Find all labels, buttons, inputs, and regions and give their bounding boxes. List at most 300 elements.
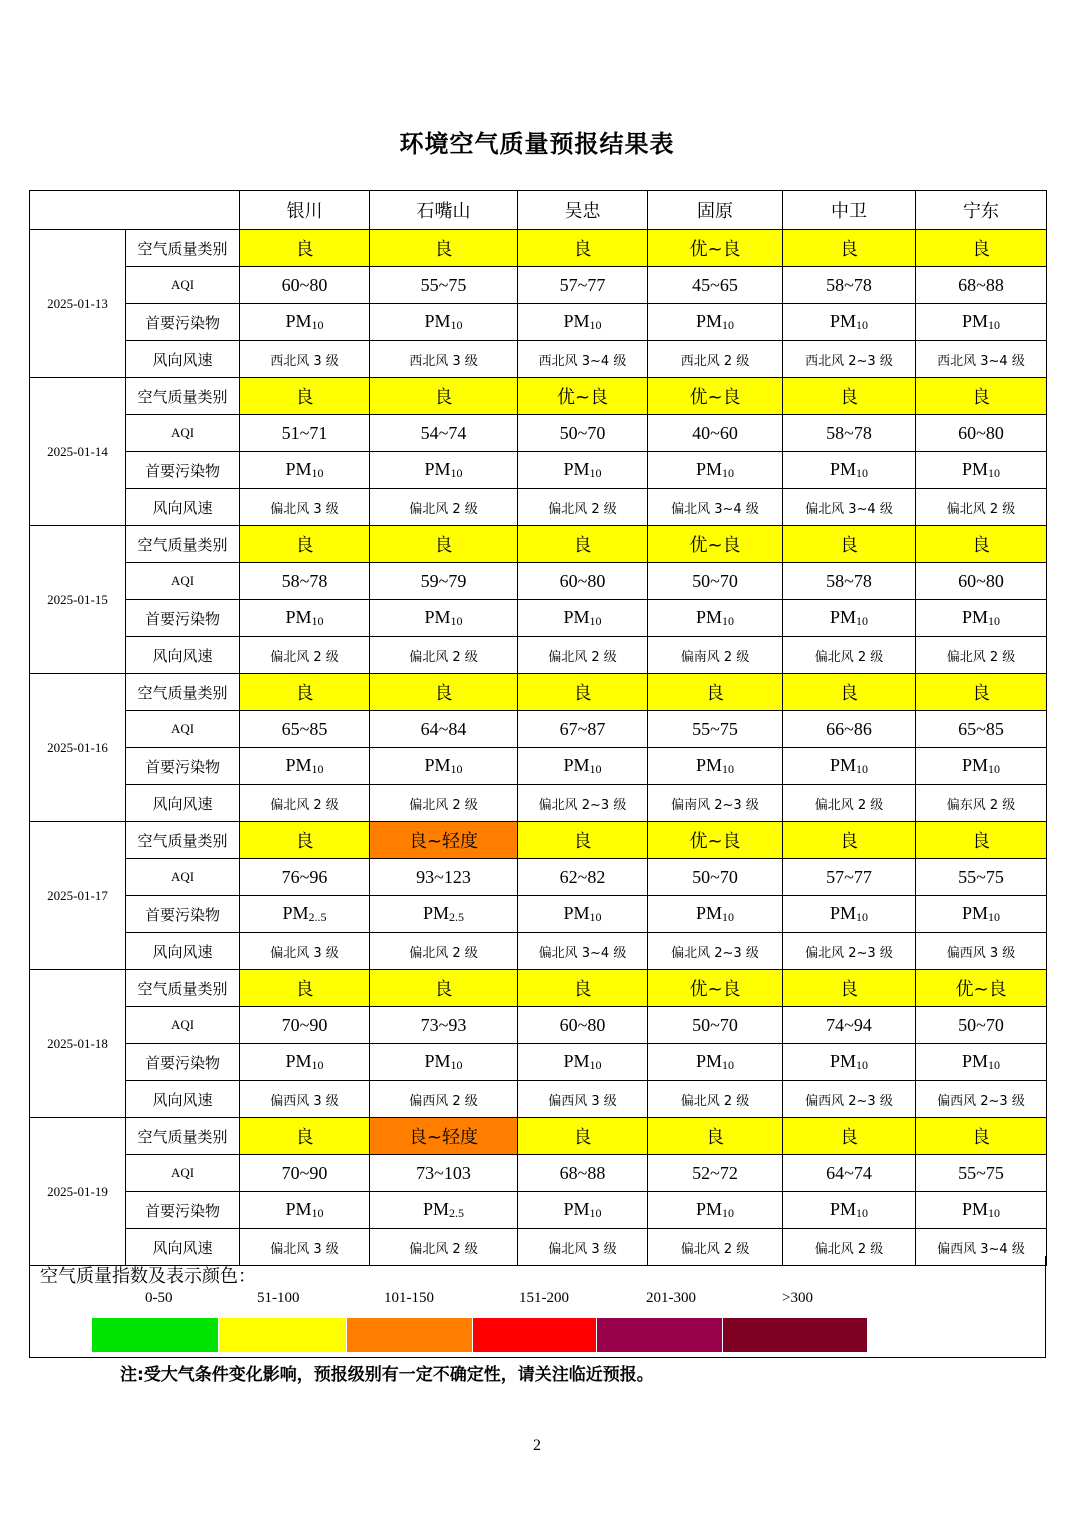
wind-cell: 偏北风 3~4 级 (783, 489, 916, 526)
date-cell: 2025-01-13 (30, 230, 126, 378)
category-cell: 良 (240, 674, 370, 711)
city-header: 固原 (648, 191, 783, 230)
pollutant-subscript: 10 (589, 614, 602, 628)
wind-cell: 偏北风 2 级 (916, 637, 1047, 674)
row-label-pollutant: 首要污染物 (126, 748, 240, 785)
aqi-cell: 51~71 (240, 415, 370, 452)
forecast-note: 注:受大气条件变化影响，预报级别有一定不确定性，请关注临近预报。 (120, 1365, 654, 1385)
aqi-cell: 50~70 (518, 415, 648, 452)
legend-range-label: 0-50 (145, 1290, 173, 1306)
pollutant-name: PM (829, 1199, 856, 1219)
pollutant-name: PM (961, 1199, 988, 1219)
wind-cell: 偏西风 3~4 级 (916, 1229, 1047, 1266)
pollutant-subscript: 10 (988, 614, 1000, 628)
row-label-category: 空气质量类别 (126, 970, 240, 1007)
pollutant-cell (518, 600, 648, 637)
date-cell: 2025-01-15 (30, 526, 126, 674)
pollutant-cell (370, 1044, 518, 1081)
aqi-cell: 50~70 (916, 1007, 1047, 1044)
pollutant-subscript: 2.5 (449, 1206, 464, 1220)
pollutant-cell (518, 748, 648, 785)
aqi-cell: 40~60 (648, 415, 783, 452)
pollutant-cell (370, 896, 518, 933)
category-cell: 优~良 (916, 970, 1047, 1007)
pollutant-subscript: 10 (856, 762, 868, 776)
aqi-cell: 60~80 (518, 563, 648, 600)
pollutant-cell (916, 748, 1047, 785)
page-number: 2 (533, 1437, 541, 1454)
pollutant-name: PM (424, 1051, 451, 1071)
row-label-wind: 风向风速 (126, 1229, 240, 1266)
aqi-cell: 68~88 (518, 1155, 648, 1192)
aqi-cell: 66~86 (783, 711, 916, 748)
wind-cell: 偏北风 2 级 (370, 785, 518, 822)
row-label-category: 空气质量类别 (126, 526, 240, 563)
table-row (30, 378, 1047, 415)
date-cell: 2025-01-14 (30, 378, 126, 526)
wind-cell: 偏北风 2 级 (240, 785, 370, 822)
wind-cell: 偏北风 3~4 级 (648, 489, 783, 526)
wind-cell: 西北风 3 级 (370, 341, 518, 378)
pollutant-name: PM (424, 755, 451, 775)
wind-cell: 偏西风 3 级 (518, 1081, 648, 1118)
aqi-cell: 64~74 (783, 1155, 916, 1192)
pollutant-subscript: 10 (856, 614, 868, 628)
wind-cell: 偏北风 2 级 (370, 637, 518, 674)
pollutant-name: PM (695, 903, 722, 923)
wind-cell: 西北风 3~4 级 (916, 341, 1047, 378)
legend-range-label: 51-100 (257, 1290, 300, 1306)
pollutant-name: PM (563, 459, 590, 479)
wind-cell: 偏北风 2 级 (648, 1081, 783, 1118)
aqi-cell: 55~75 (916, 859, 1047, 896)
pollutant-cell (648, 452, 783, 489)
aqi-cell: 50~70 (648, 1007, 783, 1044)
pollutant-name: PM (961, 459, 988, 479)
pollutant-subscript: 10 (722, 762, 734, 776)
aqi-cell: 93~123 (370, 859, 518, 896)
table-row (30, 1007, 1047, 1044)
row-label-pollutant: 首要污染物 (126, 1044, 240, 1081)
pollutant-name: PM (563, 1199, 590, 1219)
category-cell: 良 (370, 378, 518, 415)
aqi-cell: 60~80 (916, 415, 1047, 452)
pollutant-cell (370, 1192, 518, 1229)
category-cell: 优~良 (648, 378, 783, 415)
pollutant-cell (916, 600, 1047, 637)
wind-cell: 偏西风 2~3 级 (783, 1081, 916, 1118)
aqi-cell: 50~70 (648, 563, 783, 600)
wind-cell: 偏北风 2 级 (783, 785, 916, 822)
category-cell: 优~良 (648, 526, 783, 563)
pollutant-cell (648, 1044, 783, 1081)
aqi-cell: 70~90 (240, 1007, 370, 1044)
pollutant-name: PM (282, 903, 309, 923)
wind-cell: 西北风 2 级 (648, 341, 783, 378)
category-cell: 良 (240, 378, 370, 415)
row-label-category: 空气质量类别 (126, 230, 240, 267)
table-row (30, 896, 1047, 933)
aqi-cell: 50~70 (648, 859, 783, 896)
category-cell: 良 (518, 526, 648, 563)
category-cell: 良 (518, 674, 648, 711)
wind-cell: 西北风 2~3 级 (783, 341, 916, 378)
wind-cell: 偏西风 3 级 (916, 933, 1047, 970)
category-cell: 良 (370, 526, 518, 563)
row-label-aqi: AQI (126, 711, 240, 748)
pollutant-cell (240, 304, 370, 341)
category-cell: 良 (783, 674, 916, 711)
category-cell: 良 (916, 230, 1047, 267)
page-title: 环境空气质量预报结果表 (399, 130, 675, 158)
pollutant-cell (518, 1044, 648, 1081)
row-label-wind: 风向风速 (126, 933, 240, 970)
pollutant-name: PM (424, 311, 451, 331)
legend-range-label: 101-150 (384, 1290, 434, 1306)
pollutant-cell (648, 896, 783, 933)
category-cell: 良 (240, 1118, 370, 1155)
aqi-cell: 55~75 (916, 1155, 1047, 1192)
row-label-category: 空气质量类别 (126, 1118, 240, 1155)
aqi-cell: 52~72 (648, 1155, 783, 1192)
pollutant-name: PM (563, 1051, 590, 1071)
pollutant-name: PM (829, 903, 856, 923)
category-cell: 良 (783, 1118, 916, 1155)
table-row (30, 1044, 1047, 1081)
table-row (30, 267, 1047, 304)
wind-cell: 偏西风 2 级 (370, 1081, 518, 1118)
wind-cell: 偏北风 3 级 (240, 1229, 370, 1266)
pollutant-subscript: 10 (856, 1058, 868, 1072)
pollutant-subscript: 10 (311, 762, 324, 776)
wind-cell: 偏北风 2~3 级 (783, 933, 916, 970)
row-label-wind: 风向风速 (126, 1081, 240, 1118)
category-cell: 良 (518, 970, 648, 1007)
legend-swatch-light (347, 1318, 472, 1352)
wind-cell: 偏北风 2 级 (916, 489, 1047, 526)
pollutant-name: PM (424, 607, 451, 627)
pollutant-name: PM (829, 607, 856, 627)
city-header: 银川 (240, 191, 370, 230)
aqi-cell: 65~85 (916, 711, 1047, 748)
pollutant-subscript: 10 (988, 1206, 1000, 1220)
aqi-cell: 54~74 (370, 415, 518, 452)
pollutant-name: PM (695, 1199, 722, 1219)
pollutant-name: PM (829, 755, 856, 775)
pollutant-cell (783, 600, 916, 637)
date-cell: 2025-01-19 (30, 1118, 126, 1266)
table-row (30, 859, 1047, 896)
table-row (30, 933, 1047, 970)
row-label-category: 空气质量类别 (126, 822, 240, 859)
aqi-cell: 60~80 (916, 563, 1047, 600)
city-header: 宁东 (916, 191, 1047, 230)
row-label-pollutant: 首要污染物 (126, 896, 240, 933)
category-cell: 良 (370, 230, 518, 267)
pollutant-subscript: 10 (856, 466, 868, 480)
aqi-cell: 58~78 (240, 563, 370, 600)
category-cell: 良 (240, 822, 370, 859)
aqi-cell: 62~82 (518, 859, 648, 896)
category-cell: 良 (783, 822, 916, 859)
pollutant-subscript: 10 (722, 614, 734, 628)
pollutant-cell (518, 452, 648, 489)
legend-range-label: >300 (782, 1290, 813, 1306)
category-cell: 良 (370, 970, 518, 1007)
pollutant-cell (783, 748, 916, 785)
table-row (30, 489, 1047, 526)
pollutant-subscript: 10 (722, 466, 734, 480)
pollutant-subscript: 10 (311, 1058, 324, 1072)
date-cell: 2025-01-16 (30, 674, 126, 822)
aqi-cell: 58~78 (783, 415, 916, 452)
aqi-cell: 55~75 (648, 711, 783, 748)
city-header: 吴忠 (518, 191, 648, 230)
pollutant-subscript: 10 (856, 910, 868, 924)
category-cell: 良 (783, 230, 916, 267)
pollutant-cell (240, 748, 370, 785)
category-cell: 良 (916, 378, 1047, 415)
pollutant-subscript: 10 (311, 466, 324, 480)
date-cell: 2025-01-17 (30, 822, 126, 970)
forecast-table (29, 190, 1047, 1266)
table-row (30, 1118, 1047, 1155)
wind-cell: 偏北风 2~3 级 (518, 785, 648, 822)
table-row (30, 341, 1047, 378)
pollutant-subscript: 10 (311, 614, 324, 628)
pollutant-cell (648, 600, 783, 637)
legend-swatch-moderate (219, 1318, 346, 1352)
row-label-wind: 风向风速 (126, 341, 240, 378)
pollutant-name: PM (695, 311, 722, 331)
pollutant-subscript: 10 (589, 1058, 602, 1072)
table-row (30, 230, 1047, 267)
table-row (30, 526, 1047, 563)
wind-cell: 偏北风 2 级 (783, 637, 916, 674)
table-row (30, 304, 1047, 341)
pollutant-name: PM (285, 755, 312, 775)
category-cell: 优~良 (648, 822, 783, 859)
row-label-aqi: AQI (126, 1007, 240, 1044)
aqi-cell: 70~90 (240, 1155, 370, 1192)
row-label-pollutant: 首要污染物 (126, 304, 240, 341)
pollutant-name: PM (422, 1199, 449, 1219)
pollutant-cell (916, 452, 1047, 489)
row-label-aqi: AQI (126, 1155, 240, 1192)
category-cell: 良 (916, 822, 1047, 859)
pollutant-cell (648, 304, 783, 341)
legend-range-label: 151-200 (519, 1290, 569, 1306)
wind-cell: 偏北风 2 级 (518, 637, 648, 674)
pollutant-cell (916, 896, 1047, 933)
pollutant-cell (783, 452, 916, 489)
table-row (30, 674, 1047, 711)
wind-cell: 偏东风 2 级 (916, 785, 1047, 822)
aqi-cell: 60~80 (518, 1007, 648, 1044)
wind-cell: 偏南风 2 级 (648, 637, 783, 674)
pollutant-subscript: 2.5 (449, 910, 464, 924)
row-label-aqi: AQI (126, 563, 240, 600)
pollutant-subscript: 10 (589, 762, 602, 776)
aqi-cell: 60~80 (240, 267, 370, 304)
pollutant-name: PM (285, 1199, 312, 1219)
pollutant-cell (240, 452, 370, 489)
pollutant-name: PM (695, 1051, 722, 1071)
row-label-pollutant: 首要污染物 (126, 452, 240, 489)
wind-cell: 偏西风 2~3 级 (916, 1081, 1047, 1118)
pollutant-cell (240, 1192, 370, 1229)
pollutant-subscript: 10 (589, 318, 602, 332)
aqi-cell: 57~77 (518, 267, 648, 304)
legend-swatch-heavy (597, 1318, 722, 1352)
pollutant-subscript: 10 (722, 318, 734, 332)
aqi-cell: 74~94 (783, 1007, 916, 1044)
pollutant-cell (518, 896, 648, 933)
wind-cell: 偏北风 3 级 (518, 1229, 648, 1266)
pollutant-cell (370, 304, 518, 341)
pollutant-subscript: 10 (988, 910, 1000, 924)
pollutant-name: PM (829, 459, 856, 479)
city-header: 中卫 (783, 191, 916, 230)
pollutant-name: PM (695, 459, 722, 479)
table-row (30, 415, 1047, 452)
aqi-cell: 76~96 (240, 859, 370, 896)
category-cell: 优~良 (518, 378, 648, 415)
category-cell: 优~良 (648, 230, 783, 267)
table-row (30, 563, 1047, 600)
pollutant-cell (783, 1192, 916, 1229)
wind-cell: 西北风 3~4 级 (518, 341, 648, 378)
category-cell: 良 (916, 526, 1047, 563)
pollutant-subscript: 10 (722, 1206, 734, 1220)
category-cell: 良 (370, 674, 518, 711)
table-row (30, 1081, 1047, 1118)
pollutant-cell (518, 1192, 648, 1229)
category-cell: 良 (648, 674, 783, 711)
pollutant-subscript: 10 (722, 1058, 734, 1072)
pollutant-cell (783, 1044, 916, 1081)
pollutant-name: PM (424, 459, 451, 479)
pollutant-name: PM (285, 1051, 312, 1071)
pollutant-cell (916, 304, 1047, 341)
aqi-cell: 73~103 (370, 1155, 518, 1192)
pollutant-subscript: 10 (988, 1058, 1000, 1072)
row-label-wind: 风向风速 (126, 489, 240, 526)
pollutant-cell (240, 1044, 370, 1081)
pollutant-subscript: 10 (450, 318, 463, 332)
row-label-pollutant: 首要污染物 (126, 1192, 240, 1229)
wind-cell: 偏南风 2~3 级 (648, 785, 783, 822)
row-label-aqi: AQI (126, 267, 240, 304)
pollutant-name: PM (829, 1051, 856, 1071)
pollutant-name: PM (961, 1051, 988, 1071)
pollutant-subscript: 10 (988, 466, 1000, 480)
category-cell: 良 (518, 230, 648, 267)
pollutant-name: PM (695, 755, 722, 775)
table-row (30, 600, 1047, 637)
table-row (30, 711, 1047, 748)
pollutant-name: PM (961, 311, 988, 331)
pollutant-cell (370, 748, 518, 785)
table-row (30, 822, 1047, 859)
category-cell: 良 (916, 1118, 1047, 1155)
aqi-cell: 73~93 (370, 1007, 518, 1044)
table-row (30, 452, 1047, 489)
wind-cell: 偏北风 3~4 级 (518, 933, 648, 970)
pollutant-subscript: 10 (450, 1058, 463, 1072)
pollutant-subscript: 2..5 (308, 910, 327, 924)
pollutant-cell (240, 600, 370, 637)
row-label-pollutant: 首要污染物 (126, 600, 240, 637)
row-label-category: 空气质量类别 (126, 674, 240, 711)
pollutant-subscript: 10 (311, 1206, 324, 1220)
pollutant-subscript: 10 (856, 1206, 868, 1220)
category-cell: 良 (783, 970, 916, 1007)
pollutant-cell (518, 304, 648, 341)
wind-cell: 偏北风 3 级 (240, 933, 370, 970)
aqi-cell: 67~87 (518, 711, 648, 748)
pollutant-subscript: 10 (988, 318, 1000, 332)
wind-cell: 偏北风 3 级 (240, 489, 370, 526)
category-cell: 良~轻度 (370, 822, 518, 859)
table-corner-cell (30, 191, 240, 230)
pollutant-name: PM (563, 311, 590, 331)
wind-cell: 偏北风 2 级 (783, 1229, 916, 1266)
aqi-cell: 45~65 (648, 267, 783, 304)
pollutant-subscript: 10 (856, 318, 868, 332)
pollutant-cell (370, 600, 518, 637)
wind-cell: 偏西风 3 级 (240, 1081, 370, 1118)
wind-cell: 偏北风 2 级 (370, 1229, 518, 1266)
row-label-aqi: AQI (126, 859, 240, 896)
pollutant-name: PM (563, 607, 590, 627)
legend-swatch-medium (473, 1318, 596, 1352)
aqi-cell: 58~78 (783, 267, 916, 304)
category-cell: 良~轻度 (370, 1118, 518, 1155)
row-label-aqi: AQI (126, 415, 240, 452)
aqi-cell: 57~77 (783, 859, 916, 896)
aqi-cell: 68~88 (916, 267, 1047, 304)
pollutant-cell (783, 896, 916, 933)
table-row (30, 748, 1047, 785)
pollutant-cell (648, 1192, 783, 1229)
wind-cell: 偏北风 2 级 (370, 489, 518, 526)
pollutant-subscript: 10 (589, 1206, 602, 1220)
pollutant-subscript: 10 (450, 762, 463, 776)
category-cell: 良 (648, 1118, 783, 1155)
row-label-category: 空气质量类别 (126, 378, 240, 415)
wind-cell: 偏北风 2 级 (370, 933, 518, 970)
pollutant-name: PM (285, 311, 312, 331)
pollutant-name: PM (961, 607, 988, 627)
pollutant-subscript: 10 (589, 466, 602, 480)
aqi-cell: 58~78 (783, 563, 916, 600)
legend-title: 空气质量指数及表示颜色： (40, 1266, 256, 1287)
pollutant-subscript: 10 (450, 466, 463, 480)
category-cell: 良 (240, 526, 370, 563)
table-row (30, 1155, 1047, 1192)
pollutant-subscript: 10 (450, 614, 463, 628)
category-cell: 优~良 (648, 970, 783, 1007)
pollutant-name: PM (961, 903, 988, 923)
category-cell: 良 (518, 1118, 648, 1155)
table-row (30, 785, 1047, 822)
pollutant-cell (916, 1192, 1047, 1229)
pollutant-name: PM (285, 607, 312, 627)
pollutant-name: PM (961, 755, 988, 775)
pollutant-subscript: 10 (988, 762, 1000, 776)
aqi-cell: 64~84 (370, 711, 518, 748)
